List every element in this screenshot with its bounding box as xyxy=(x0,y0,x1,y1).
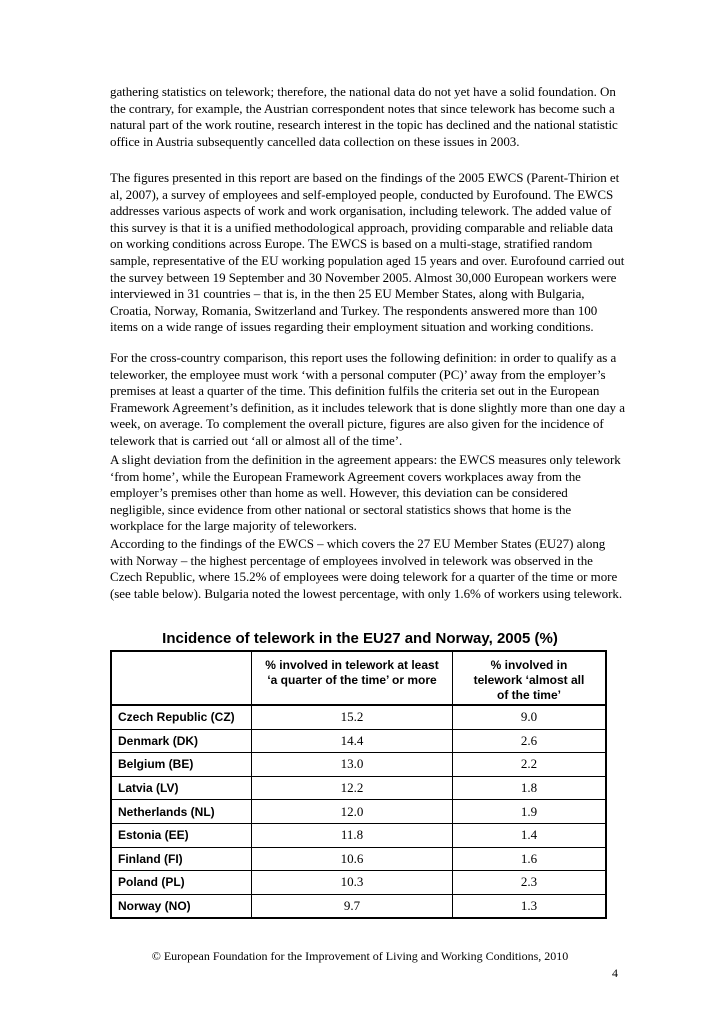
paragraph-4: A slight deviation from the definition in the agreement appears: the EWCS measures only telework ‘from home’, while the European Framework Agreement covers workplaces away from the employer’s premises other than home as well. However, this deviation can be considered negligible, since evidence from other national or sectoral statistics shows that home is the workplace for the large majority of teleworkers. xyxy=(110,452,621,534)
quarter-value-cell: 13.0 xyxy=(252,753,453,777)
almost-all-value-cell: 1.9 xyxy=(453,800,607,824)
quarter-value-cell: 12.0 xyxy=(252,800,453,824)
almost-all-value-cell: 2.2 xyxy=(453,753,607,777)
table-header-row xyxy=(111,651,606,705)
country-cell: Poland (PL) xyxy=(111,871,252,895)
quarter-value-cell: 15.2 xyxy=(252,705,453,729)
paragraph-1: gathering statistics on telework; therefore, the national data do not yet have a solid foundation. On the contrary, for example, the Austrian correspondent notes that since telework has become such a natural part of the work routine, research interest in the topic has declined and the national statistic office in Austria subsequently cancelled data collection on these issues in 2003. xyxy=(110,84,618,149)
almost-all-value-cell: 2.3 xyxy=(453,871,607,895)
country-cell: Finland (FI) xyxy=(111,847,252,871)
table-row xyxy=(111,729,606,753)
table-title: Incidence of telework in the EU27 and Norway, 2005 (%) xyxy=(162,630,558,647)
quarter-value-cell: 12.2 xyxy=(252,776,453,800)
table-row xyxy=(111,871,606,895)
country-cell: Belgium (BE) xyxy=(111,753,252,777)
table-row xyxy=(111,753,606,777)
almost-all-value-cell: 9.0 xyxy=(453,705,607,729)
table-row xyxy=(111,705,606,729)
page-number: 4 xyxy=(612,966,618,980)
country-cell: Latvia (LV) xyxy=(111,776,252,800)
country-cell: Norway (NO) xyxy=(111,894,252,918)
table-row xyxy=(111,894,606,918)
almost-all-value-cell: 1.3 xyxy=(453,894,607,918)
country-cell: Czech Republic (CZ) xyxy=(111,705,252,729)
header-quarter-time: % involved in telework at least ‘a quarter of the time’ or more xyxy=(252,651,453,705)
almost-all-value-cell: 1.6 xyxy=(453,847,607,871)
paragraph-2: The figures presented in this report are based on the findings of the 2005 EWCS (Parent-Thirion et al, 2007), a survey of employees and self-employed people, conducted by Eurofound. The EWCS addresses various aspects of work and work organisation, including telework. The added value of this survey is that it is a unified methodological approach, providing comparable and reliable data on working conditions across Europe. The EWCS is based on a multi-stage, stratified random sample, representative of the EU working population aged 15 years and over. Eurofound carried out the survey between 19 September and 30 November 2005. Almost 30,000 European workers were interviewed in 31 countries – that is, in the then 25 EU Member States, along with Bulgaria, Croatia, Norway, Romania, Switzerland and Turkey. The respondents answered more than 100 items on a wide range of issues regarding their employment situation and working conditions. xyxy=(110,170,625,335)
country-cell: Netherlands (NL) xyxy=(111,800,252,824)
paragraph-3: For the cross-country comparison, this report uses the following definition: in order to qualify as a teleworker, the employee must work ‘with a personal computer (PC)’ away from the employer’s premises at least a quarter of the time. This definition fulfils the criteria set out in the European Framework Agreement’s definition, as it includes telework that is done slightly more than one day a week, on average. To complement the overall picture, figures are also given for the incidence of telework that is carried out ‘all or almost all of the time’. xyxy=(110,350,625,448)
header-almost-all-time: % involved in telework ‘almost all of the time’ xyxy=(453,651,607,705)
quarter-value-cell: 11.8 xyxy=(252,823,453,847)
table-row xyxy=(111,776,606,800)
almost-all-value-cell: 1.8 xyxy=(453,776,607,800)
header-country xyxy=(111,651,252,705)
telework-table xyxy=(110,650,607,919)
table-row xyxy=(111,823,606,847)
almost-all-value-cell: 1.4 xyxy=(453,823,607,847)
table-row xyxy=(111,800,606,824)
quarter-value-cell: 10.6 xyxy=(252,847,453,871)
copyright-footer: © European Foundation for the Improvement of Living and Working Conditions, 2010 xyxy=(151,949,569,963)
almost-all-value-cell: 2.6 xyxy=(453,729,607,753)
country-cell: Denmark (DK) xyxy=(111,729,252,753)
quarter-value-cell: 10.3 xyxy=(252,871,453,895)
country-cell: Estonia (EE) xyxy=(111,823,252,847)
table-row xyxy=(111,847,606,871)
paragraph-5: According to the findings of the EWCS – which covers the 27 EU Member States (EU27) along with Norway – the highest percentage of employees involved in telework was observed in the Czech Republic, where 15.2% of employees were doing telework for a quarter of the time or more (see table below). Bulgaria noted the lowest percentage, with only 1.6% of workers using telework. xyxy=(110,536,623,601)
quarter-value-cell: 14.4 xyxy=(252,729,453,753)
quarter-value-cell: 9.7 xyxy=(252,894,453,918)
